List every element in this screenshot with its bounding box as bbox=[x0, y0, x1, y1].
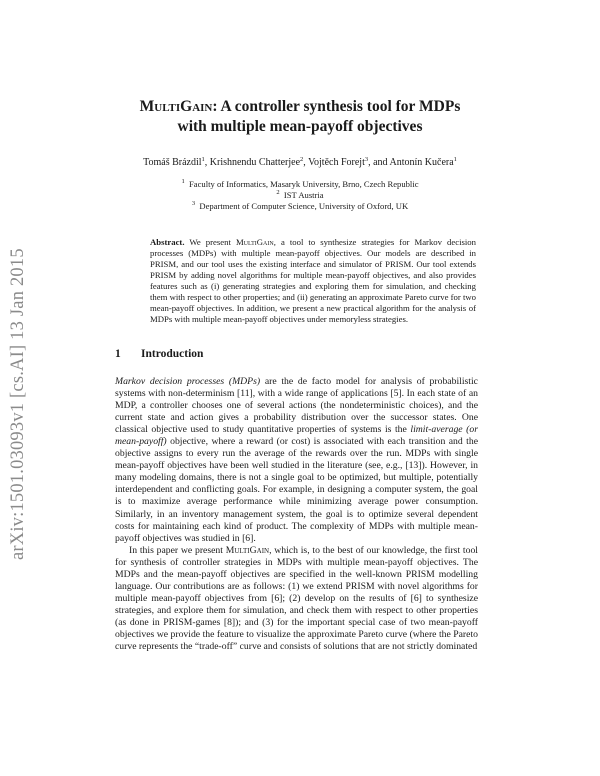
introduction-body bbox=[115, 376, 478, 653]
author-conjunction: and bbox=[373, 157, 388, 168]
intro-paragraph-2 bbox=[115, 545, 478, 653]
paper-title bbox=[0, 97, 600, 137]
affiliation-line bbox=[0, 201, 600, 211]
author-name: Krishnendu Chatterjee bbox=[209, 157, 301, 168]
section-title: Introduction bbox=[141, 348, 204, 360]
author-affiliation-mark: 3 bbox=[364, 156, 369, 163]
affiliation-number: 2 bbox=[276, 189, 280, 196]
abstract-text: We present bbox=[184, 237, 236, 247]
author-name: Antonín Kučera bbox=[389, 157, 454, 168]
affiliation-line bbox=[0, 190, 600, 200]
section-number: 1 bbox=[115, 348, 121, 360]
intro-emphasis: limit-average (or mean-payoff) bbox=[115, 424, 479, 448]
abstract bbox=[150, 237, 476, 325]
affiliation-text: Faculty of Informatics, Masaryk University, Brno, Czech Republic bbox=[189, 179, 419, 189]
abstract-text: , a tool to synthesize strategies for Markov decision processes (MDPs) with multiple mean-payoff objectives. Our models are described in PRISM, and our tool uses the existing interface and simulator of PRISM. Our tool extends PRISM by adding novel algorithms for multiple mean-payoff objectives, and also provides features such as (i) generating strategies and exploring them for simulation, and checking them with respect to other properties; and (ii) generating an approximate Pareto curve for two mean-payoff objectives. In addition, we present a new practical algorithm for the analysis of MDPs with multiple mean-payoff objectives under memoryless strategies. bbox=[150, 237, 476, 324]
intro-emphasis: Markov decision processes (MDPs) bbox=[115, 376, 261, 387]
affiliation-number: 3 bbox=[191, 200, 196, 207]
affiliation-number: 1 bbox=[181, 178, 185, 185]
affiliation-text: Department of Computer Science, University of Oxford, UK bbox=[199, 201, 409, 211]
section-heading-introduction bbox=[115, 348, 203, 360]
title-line1-rest: : A controller synthesis tool for MDPs bbox=[212, 98, 461, 115]
author-list: Tomáš Brázdil$^1$, Krishnendu Chatterjee$^2$, Vojtěch Forejt$^3$, and Antonín Kučera$^1$ bbox=[143, 156, 457, 168]
title-line2: with multiple mean-payoff objectives bbox=[177, 118, 423, 135]
intro-text: In this paper we present bbox=[129, 544, 226, 556]
author-affiliation-mark: 1 bbox=[201, 156, 205, 163]
abstract-tool-name: MultiGain bbox=[235, 237, 274, 247]
abstract-label: Abstract. bbox=[150, 237, 185, 247]
intro-tool-name: MultiGain bbox=[225, 544, 270, 556]
intro-paragraph-1 bbox=[115, 376, 478, 545]
intro-text: are the de facto model for analysis of probabilistic systems with non-determinism [11], with a wide range of applications [5]. In each state of an MDP, a controller chooses one of several actions (the nondeterministic choices), and the current state and action gives a probability distribution over the successor states. One classical objective used to study quantitative properties of systems is the bbox=[115, 376, 478, 436]
intro-text: , which is, to the best of our knowledge, the first tool for synthesis of controller strategies in MDPs with multiple mean-payoff objectives. The MDPs and the mean-payoff objectives are specified in the well-known PRISM modelling language. Our contributions are as follows: (1) we extend PRISM with novel algorithms for multiple mean-payoff objectives from [6]; (2) develop on the results of [6] to synthesize strategies, and explore them for simulation, and check them with respect to other properties (as done in PRISM-games [8]); and (3) for the important special case of two mean-payoff objectives we provide the feature to visualize the approximate Pareto curve (where the Pareto curve represents the “trade-off” curve and consists of solutions that are not strictly dominated bbox=[115, 544, 478, 653]
affiliation-text: IST Austria bbox=[283, 190, 324, 200]
author-name: Vojtěch Forejt bbox=[308, 157, 365, 168]
author-affiliation-mark: 2 bbox=[300, 156, 304, 163]
arxiv-identifier-stamp: arXiv:1501.03093v1 [cs.AI] 13 Jan 2015 bbox=[8, 248, 28, 560]
affiliation-line bbox=[0, 179, 600, 189]
author-name: Tomáš Brázdil bbox=[143, 157, 202, 168]
intro-text: objective, where a reward (or cost) is associated with each transition and the objective assigns to every run the average of the rewards over the run. MDPs with single mean-payoff objectives have been well studied in the literature (see, e.g., [13]). However, in many modeling domains, there is not a single goal to be optimized, but multiple, potentially interdependent and conflicting goals. For example, in designing a computer system, the goal is to maximize average performance while minimizing average power consumption. Similarly, in an inventory management system, the goal is to optimize several dependent costs for maintaining each kind of product. The complexity of MDPs with multiple mean-payoff objectives was studied in [6]. bbox=[115, 436, 478, 544]
author-affiliation-mark: 1 bbox=[453, 156, 457, 163]
title-tool-name: MultiGain bbox=[139, 98, 213, 115]
